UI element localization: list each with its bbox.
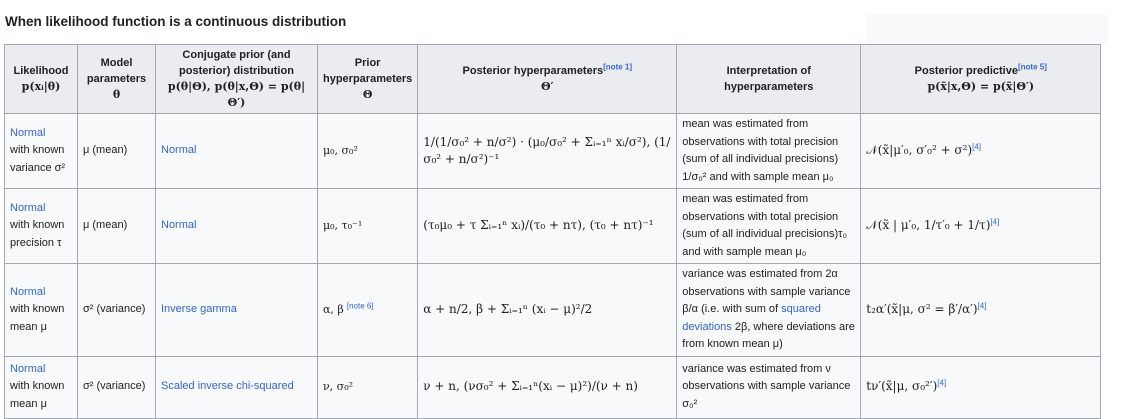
table-row bbox=[5, 189, 1101, 264]
prior-cell bbox=[156, 114, 318, 189]
note-5-link[interactable]: [note 5] bbox=[1017, 62, 1047, 72]
likelihood-cell bbox=[5, 114, 78, 189]
interp-cell bbox=[677, 189, 861, 264]
interp-cell bbox=[677, 356, 861, 418]
normal-link[interactable]: Normal bbox=[10, 362, 46, 375]
header-model-parameters bbox=[78, 45, 156, 114]
interp-line: variance was estimated from 2α bbox=[682, 268, 838, 280]
posterior-cell: (τ₀μ₀ + τ Σᵢ₌₁ⁿ xᵢ)/(τ₀ + nτ), (τ₀ + nτ)⁻¹ bbox=[418, 189, 677, 264]
interp-line: variance was estimated from ν bbox=[682, 362, 831, 375]
header-interp-label: Interpretation of hyperparameters bbox=[724, 65, 814, 93]
posterior-cell: 1/(1/σ₀² + n/σ²) · (μ₀/σ₀² + Σᵢ₌₁ⁿ xᵢ/σ²), (1/σ₀² + n/σ²)⁻¹ bbox=[418, 114, 677, 189]
predictive-math: 𝒩(x̃ | μ′₀, 1/τ′₀ + 1/τ) bbox=[866, 217, 991, 232]
header-prior-math: p(θ|Θ), p(θ|x,Θ) = p(θ|Θ′) bbox=[167, 80, 306, 109]
likelihood-text: with known bbox=[10, 303, 65, 315]
squared-deviations-link[interactable]: deviations bbox=[682, 320, 732, 333]
header-posterior-label: Posterior hyperparameters bbox=[462, 65, 604, 77]
posterior-cell: α + n/2, β + Σᵢ₌₁ⁿ (xᵢ − μ)²/2 bbox=[418, 264, 677, 357]
predictive-cell bbox=[861, 356, 1101, 418]
ref-4-link[interactable]: [4] bbox=[990, 217, 1000, 227]
normal-link[interactable]: Normal bbox=[10, 201, 46, 214]
param-cell: μ (mean) bbox=[78, 114, 156, 189]
interp-line: σ₀² bbox=[682, 397, 698, 410]
hyper-cell: μ₀, σ₀² bbox=[318, 114, 418, 189]
prior-cell bbox=[156, 189, 318, 264]
ref-4-link[interactable]: [4] bbox=[937, 378, 947, 388]
interp-line: mean was estimated from bbox=[682, 193, 809, 205]
interp-line: (sum of all individual precisions) bbox=[682, 153, 839, 165]
normal-link[interactable]: Normal bbox=[10, 126, 46, 139]
note-6-link[interactable]: [note 6] bbox=[346, 300, 374, 310]
table-row bbox=[5, 356, 1101, 418]
predictive-math: tν′(x̃|μ, σ₀²′) bbox=[866, 378, 938, 393]
likelihood-text: mean μ bbox=[10, 320, 47, 333]
predictive-cell bbox=[861, 189, 1101, 264]
header-likelihood bbox=[5, 45, 78, 114]
side-panel bbox=[866, 14, 1107, 45]
predictive-math: t₂α′(x̃|μ, σ² = β′/α′) bbox=[866, 301, 978, 316]
interp-line: observations with total precision bbox=[682, 135, 839, 148]
header-prior-hyper-math: Θ bbox=[362, 88, 373, 101]
normal-prior-link[interactable]: Normal bbox=[161, 219, 197, 232]
header-conjugate-prior bbox=[156, 45, 318, 114]
table-row bbox=[5, 114, 1101, 189]
prior-cell bbox=[156, 356, 318, 418]
interp-line: observations with sample variance bbox=[682, 380, 851, 393]
scaled-inverse-chi-squared-link[interactable]: Scaled inverse chi-squared bbox=[161, 380, 294, 393]
likelihood-text: with known bbox=[10, 380, 65, 393]
interp-text: 2β, where deviations are bbox=[731, 320, 855, 333]
conjugate-table-wrapper bbox=[4, 44, 1101, 419]
likelihood-cell bbox=[5, 356, 78, 418]
interp-cell bbox=[677, 264, 861, 357]
note-1-link[interactable]: [note 1] bbox=[603, 62, 633, 72]
interp-line: and with sample mean μ₀ bbox=[682, 245, 807, 258]
likelihood-text: mean μ bbox=[10, 397, 47, 410]
interp-line: observations with total precision bbox=[682, 210, 839, 223]
normal-prior-link[interactable]: Normal bbox=[161, 144, 197, 157]
squared-deviations-link[interactable]: squared bbox=[781, 303, 821, 315]
normal-link[interactable]: Normal bbox=[10, 285, 46, 298]
header-row bbox=[5, 45, 1101, 114]
interp-line: from known mean μ) bbox=[682, 338, 783, 350]
header-likelihood-math: p(xᵢ|θ) bbox=[21, 80, 61, 93]
param-cell: μ (mean) bbox=[78, 189, 156, 264]
header-predictive-math: p(x̃|x,Θ) = p(x̃|Θ′) bbox=[927, 80, 1035, 93]
interp-line: observations with sample variance bbox=[682, 285, 851, 298]
param-cell: σ² (variance) bbox=[78, 264, 156, 357]
table-row bbox=[5, 264, 1101, 357]
posterior-cell: ν + n, (νσ₀² + Σᵢ₌₁ⁿ(xᵢ − μ)²)/(ν + n) bbox=[418, 356, 677, 418]
header-posterior-math: Θ′ bbox=[541, 80, 554, 93]
interp-line: mean was estimated from bbox=[682, 118, 809, 130]
header-posterior-hyperparameters bbox=[418, 45, 677, 114]
predictive-cell bbox=[861, 264, 1101, 357]
header-predictive-label: Posterior predictive bbox=[914, 65, 1018, 77]
interp-line bbox=[682, 301, 855, 319]
interp-line: (sum of all individual precisions)τ₀ bbox=[682, 228, 848, 240]
hyper-cell: μ₀, τ₀⁻¹ bbox=[318, 189, 418, 264]
likelihood-text: variance σ² bbox=[10, 161, 66, 174]
header-posterior-predictive bbox=[861, 45, 1101, 114]
header-prior-label: Conjugate prior (and posterior) distribution bbox=[179, 49, 294, 77]
hyper-math: α, β bbox=[323, 302, 344, 316]
inverse-gamma-link[interactable]: Inverse gamma bbox=[161, 303, 237, 315]
likelihood-text: with known bbox=[10, 219, 65, 232]
interp-cell bbox=[677, 114, 861, 189]
ref-4-link[interactable]: [4] bbox=[977, 300, 987, 310]
prior-cell bbox=[156, 264, 318, 357]
likelihood-cell bbox=[5, 189, 78, 264]
hyper-cell: ν, σ₀² bbox=[318, 356, 418, 418]
predictive-math: 𝒩(x̃|μ′₀, σ′₀² + σ²) bbox=[866, 142, 973, 157]
conjugate-prior-table bbox=[4, 44, 1101, 419]
ref-4-link[interactable]: [4] bbox=[972, 142, 982, 152]
header-interpretation bbox=[677, 45, 861, 114]
header-params-label: Model parameters bbox=[86, 57, 147, 85]
hyper-cell bbox=[318, 264, 418, 357]
likelihood-cell bbox=[5, 264, 78, 357]
param-cell: σ² (variance) bbox=[78, 356, 156, 418]
interp-line bbox=[682, 319, 855, 337]
header-prior-hyper-label: Prior hyperparameters bbox=[323, 57, 413, 85]
header-likelihood-label: Likelihood bbox=[13, 65, 69, 77]
interp-line: 1/σ₀² and with sample mean μ₀ bbox=[682, 170, 834, 183]
header-prior-hyperparameters bbox=[318, 45, 418, 114]
section-title: When likelihood function is a continuous distribution bbox=[5, 14, 347, 29]
interp-text: β/α (i.e. with sum of bbox=[682, 303, 782, 315]
predictive-cell bbox=[861, 114, 1101, 189]
likelihood-text: precision τ bbox=[10, 236, 62, 249]
likelihood-text: with known bbox=[10, 144, 65, 157]
header-params-math: θ bbox=[112, 88, 121, 101]
